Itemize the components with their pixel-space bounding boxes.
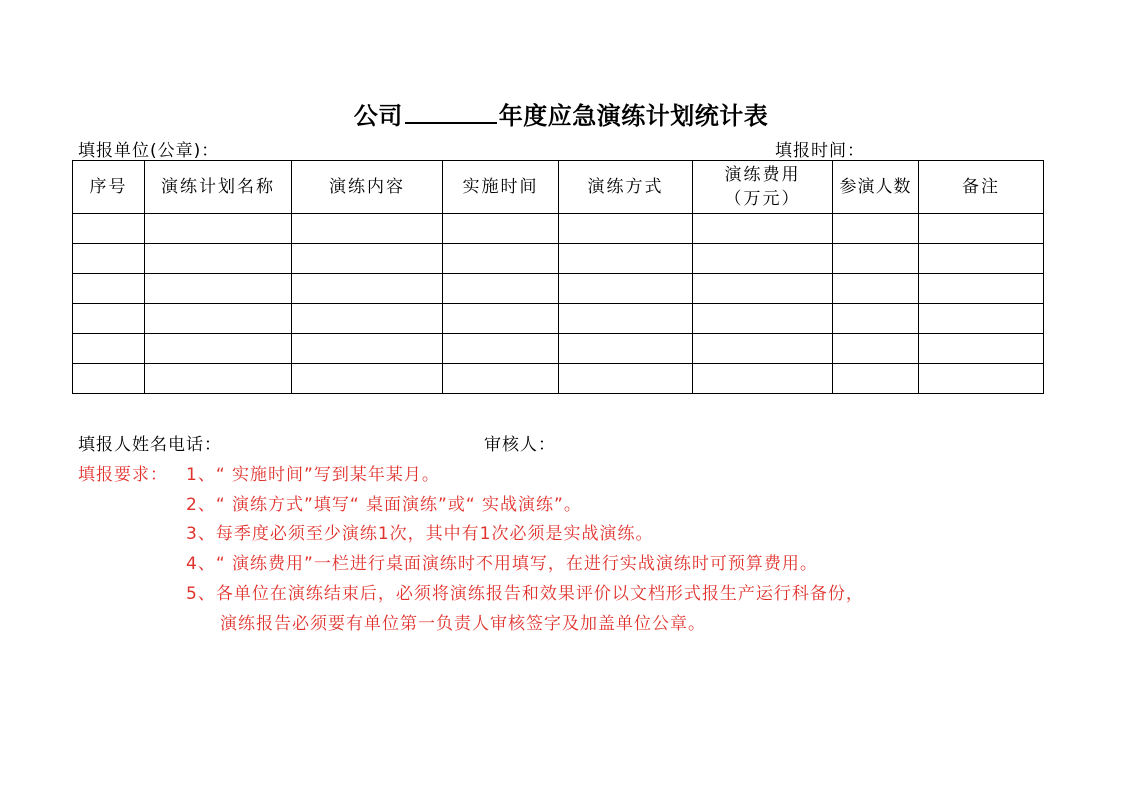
table-cell[interactable]	[559, 244, 693, 274]
table-cell[interactable]	[919, 364, 1044, 394]
table-row	[73, 274, 1044, 304]
requirement-item-2: 2、“ 演练方式”填写“ 桌面演练”或“ 实战演练”。	[186, 495, 582, 515]
drill-plan-table	[72, 160, 1044, 394]
table-cell[interactable]	[292, 214, 443, 244]
table-cell[interactable]	[145, 274, 292, 304]
table-row	[73, 214, 1044, 244]
requirement-item-1: 1、“ 实施时间”写到某年某月。	[186, 465, 440, 485]
table-cell[interactable]	[292, 364, 443, 394]
header-index: 序号	[73, 161, 145, 214]
table-row	[73, 244, 1044, 274]
title-year-blank[interactable]	[405, 100, 497, 124]
table-cell[interactable]	[559, 274, 693, 304]
table-cell[interactable]	[559, 364, 693, 394]
table-cell[interactable]	[443, 274, 559, 304]
table-cell[interactable]	[559, 334, 693, 364]
requirement-item-5: 5、各单位在演练结束后，必须将演练报告和效果评价以文档形式报生产运行科备份，	[186, 584, 864, 604]
requirements-label: 填报要求：	[78, 465, 168, 485]
table-cell[interactable]	[833, 364, 919, 394]
title-company: 公司	[353, 102, 403, 130]
requirement-item-5-continued: 演练报告必须要有单位第一负责人审核签字及加盖单位公章。	[220, 614, 706, 634]
table-cell[interactable]	[833, 274, 919, 304]
table-cell[interactable]	[693, 274, 833, 304]
header-remarks: 备注	[919, 161, 1044, 214]
header-method: 演练方式	[559, 161, 693, 214]
title-rest: 年度应急演练计划统计表	[498, 102, 769, 130]
header-time: 实施时间	[443, 161, 559, 214]
table-cell[interactable]	[919, 274, 1044, 304]
header-plan-name: 演练计划名称	[145, 161, 292, 214]
table-cell[interactable]	[73, 334, 145, 364]
table-cell[interactable]	[145, 244, 292, 274]
table-cell[interactable]	[443, 244, 559, 274]
table-cell[interactable]	[693, 334, 833, 364]
table-cell[interactable]	[145, 334, 292, 364]
table-cell[interactable]	[919, 214, 1044, 244]
table-row	[73, 334, 1044, 364]
header-participants: 参演人数	[833, 161, 919, 214]
table-cell[interactable]	[73, 364, 145, 394]
table-cell[interactable]	[292, 334, 443, 364]
table-cell[interactable]	[443, 364, 559, 394]
table-cell[interactable]	[145, 304, 292, 334]
table-header-row	[73, 161, 1044, 214]
header-fee-line1: 演练费用	[724, 165, 801, 185]
table-cell[interactable]	[693, 304, 833, 334]
table-cell[interactable]	[833, 244, 919, 274]
table-cell[interactable]	[73, 244, 145, 274]
reviewer-label: 审核人：	[484, 435, 556, 455]
contact-label: 填报人姓名电话：	[78, 435, 222, 455]
table-cell[interactable]	[919, 334, 1044, 364]
table-cell[interactable]	[693, 214, 833, 244]
table-cell[interactable]	[919, 304, 1044, 334]
page-title	[0, 96, 1122, 131]
time-label: 填报时间：	[775, 141, 865, 161]
table-cell[interactable]	[919, 244, 1044, 274]
table-row	[73, 304, 1044, 334]
table-cell[interactable]	[559, 214, 693, 244]
unit-label: 填报单位(公章)：	[78, 141, 220, 161]
table-cell[interactable]	[833, 214, 919, 244]
table-cell[interactable]	[145, 364, 292, 394]
table-cell[interactable]	[73, 304, 145, 334]
table-cell[interactable]	[73, 214, 145, 244]
table-cell[interactable]	[292, 304, 443, 334]
header-fee-line2: （万元）	[724, 189, 801, 209]
table-cell[interactable]	[292, 274, 443, 304]
table-cell[interactable]	[443, 214, 559, 244]
table-cell[interactable]	[292, 244, 443, 274]
requirement-item-4: 4、“ 演练费用”一栏进行桌面演练时不用填写，在进行实战演练时可预算费用。	[186, 554, 818, 574]
table-cell[interactable]	[833, 334, 919, 364]
requirement-item-3: 3、每季度必须至少演练1次，其中有1次必须是实战演练。	[186, 524, 654, 544]
table-cell[interactable]	[559, 304, 693, 334]
table-cell[interactable]	[73, 274, 145, 304]
table-cell[interactable]	[443, 334, 559, 364]
table-row	[73, 364, 1044, 394]
table-cell[interactable]	[145, 214, 292, 244]
table-cell[interactable]	[833, 304, 919, 334]
table-cell[interactable]	[443, 304, 559, 334]
header-content: 演练内容	[292, 161, 443, 214]
header-fee	[693, 161, 833, 214]
table-cell[interactable]	[693, 244, 833, 274]
table-cell[interactable]	[693, 364, 833, 394]
